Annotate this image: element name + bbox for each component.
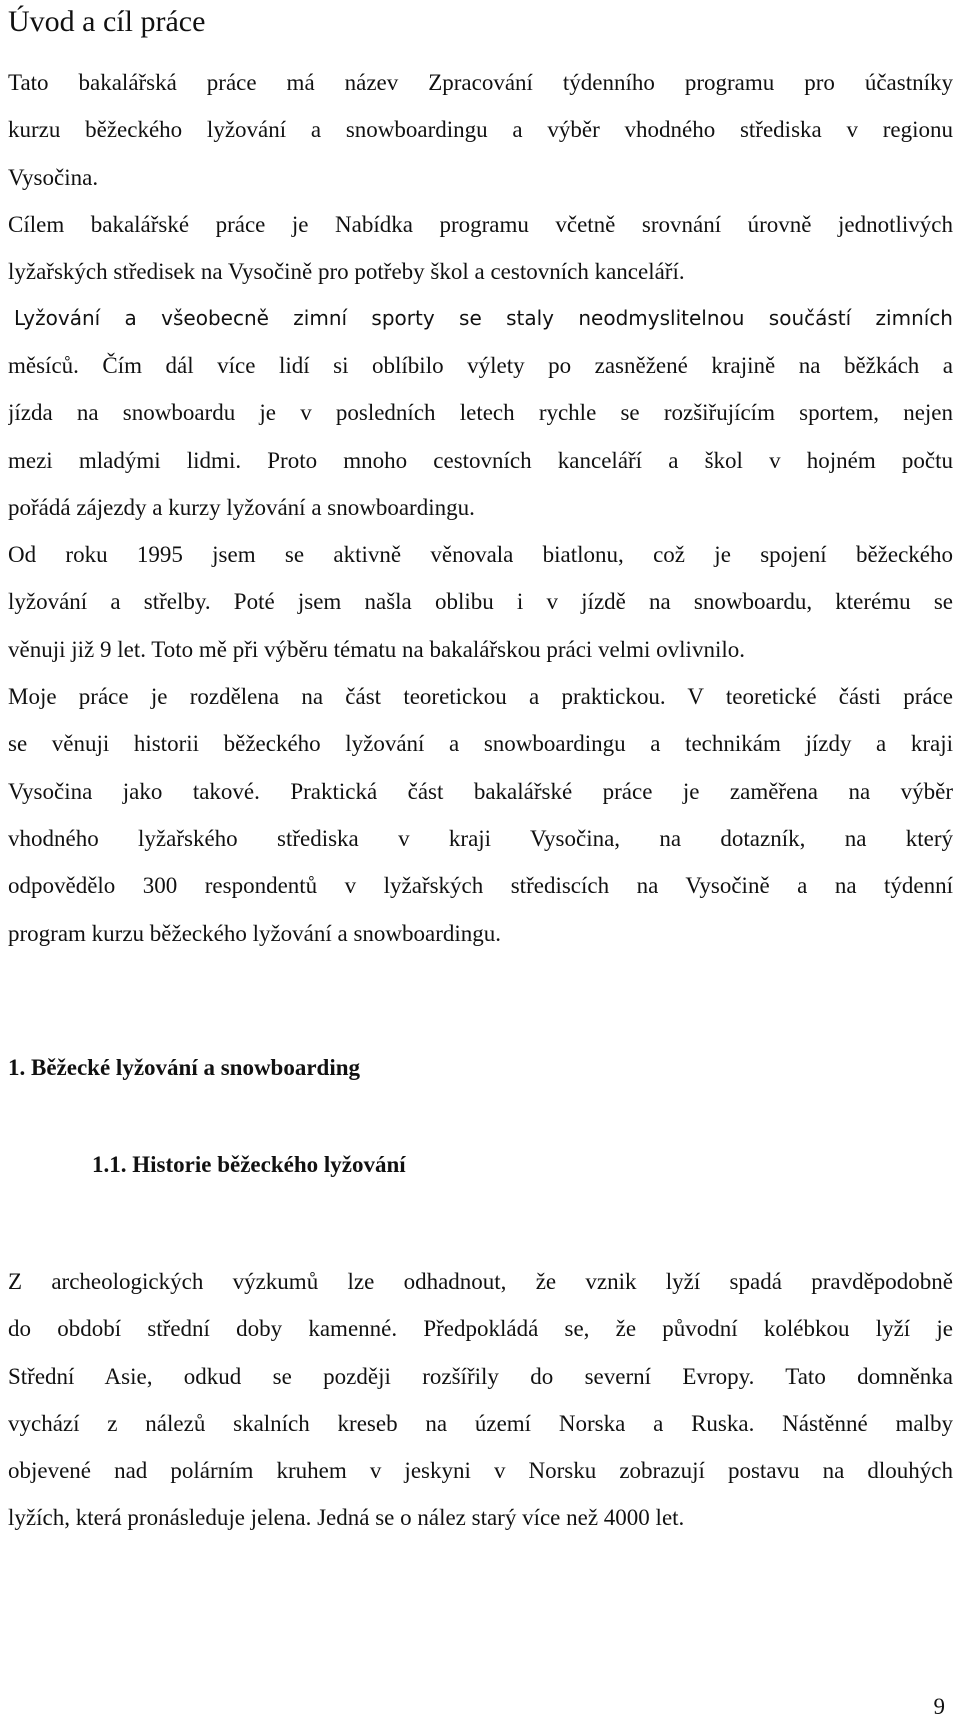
text-line: se věnuji historii běžeckého lyžování a snowboardingu a technikám jízdy a kraji [8,731,953,757]
text-line: pořádá zájezdy a kurzy lyžování a snowboardingu. [8,494,475,520]
goal-paragraph [8,201,953,296]
text-line: lyžování a střelby. Poté jsem našla oblibu i v jízdě na snowboardu, kterému se [8,589,953,615]
section-heading-intro: Úvod a cíl práce [8,5,206,38]
text-line: vychází z nálezů skalních kreseb na území Norska a Ruska. Nástěnné malby [8,1410,953,1436]
body-paragraph-lead [8,295,953,342]
page-number: 9 [933,1694,945,1719]
text-line: jízda na snowboardu je v posledních letech rychle se rozšiřujícím sportem, nejen [8,400,953,426]
text-line: lyžařských středisek na Vysočině pro potřeby škol a cestovních kanceláří. [8,259,685,285]
subchapter-heading: 1.1. Historie běžeckého lyžování [92,1152,406,1177]
text-line: Střední Asie, odkud se později rozšířily do severní Evropy. Tato domněnka [8,1363,953,1389]
intro-paragraph [8,59,953,201]
body-paragraph [8,342,953,957]
text-line: Vysočina. [8,164,99,190]
document-page [8,0,953,1731]
text-line: Moje práce je rozdělena na část teoretickou a praktickou. V teoretické části práce [8,684,953,710]
text-line: vhodného lyžařského střediska v kraji Vysočina, na dotazník, na který [8,825,953,851]
text-line: lyžích, která pronásleduje jelena. Jedná se o nález starý více než 4000 let. [8,1505,685,1531]
text-line: Cílem bakalářské práce je Nabídka programu včetně srovnání úrovně jednotlivých [8,212,953,237]
text-line: objevené nad polárním kruhem v jeskyni v Norsku zobrazují postavu na dlouhých [8,1458,953,1484]
text-line: Vysočina jako takové. Praktická část bakalářské práce je zaměřena na výběr [8,778,953,804]
chapter-heading: 1. Běžecké lyžování a snowboarding [8,1055,361,1080]
text-line: Z archeologických výzkumů lze odhadnout, že vznik lyží spadá pravděpodobně [8,1269,953,1294]
text-line: program kurzu běžeckého lyžování a snowboardingu. [8,920,502,946]
text-line: kurzu běžeckého lyžování a snowboardingu a výběr vhodného střediska v regionu [8,117,953,143]
text-line: Lyžování a všeobecně zimní sporty se staly neodmyslitelnou součástí zimních [14,306,953,330]
text-line: věnuji již 9 let. Toto mě při výběru tématu na bakalářskou práci velmi ovlivnilo. [8,636,745,662]
text-line: odpovědělo 300 respondentů v lyžařských střediscích na Vysočině a na týdenní [8,873,953,899]
text-line: měsíců. Čím dál více lidí si oblíbilo výlety po zasněžené krajině na běžkách a [8,353,953,378]
text-line: mezi mladými lidmi. Proto mnoho cestovních kanceláří a škol v hojném počtu [8,447,953,473]
text-line: do období střední doby kamenné. Předpokládá se, že původní kolébkou lyží je [8,1316,953,1342]
text-line: Od roku 1995 jsem se aktivně věnovala biatlonu, což je spojení běžeckého [8,542,953,568]
text-line: Tato bakalářská práce má název Zpracování týdenního programu pro účastníky [8,70,953,95]
history-paragraph [8,1258,953,1542]
